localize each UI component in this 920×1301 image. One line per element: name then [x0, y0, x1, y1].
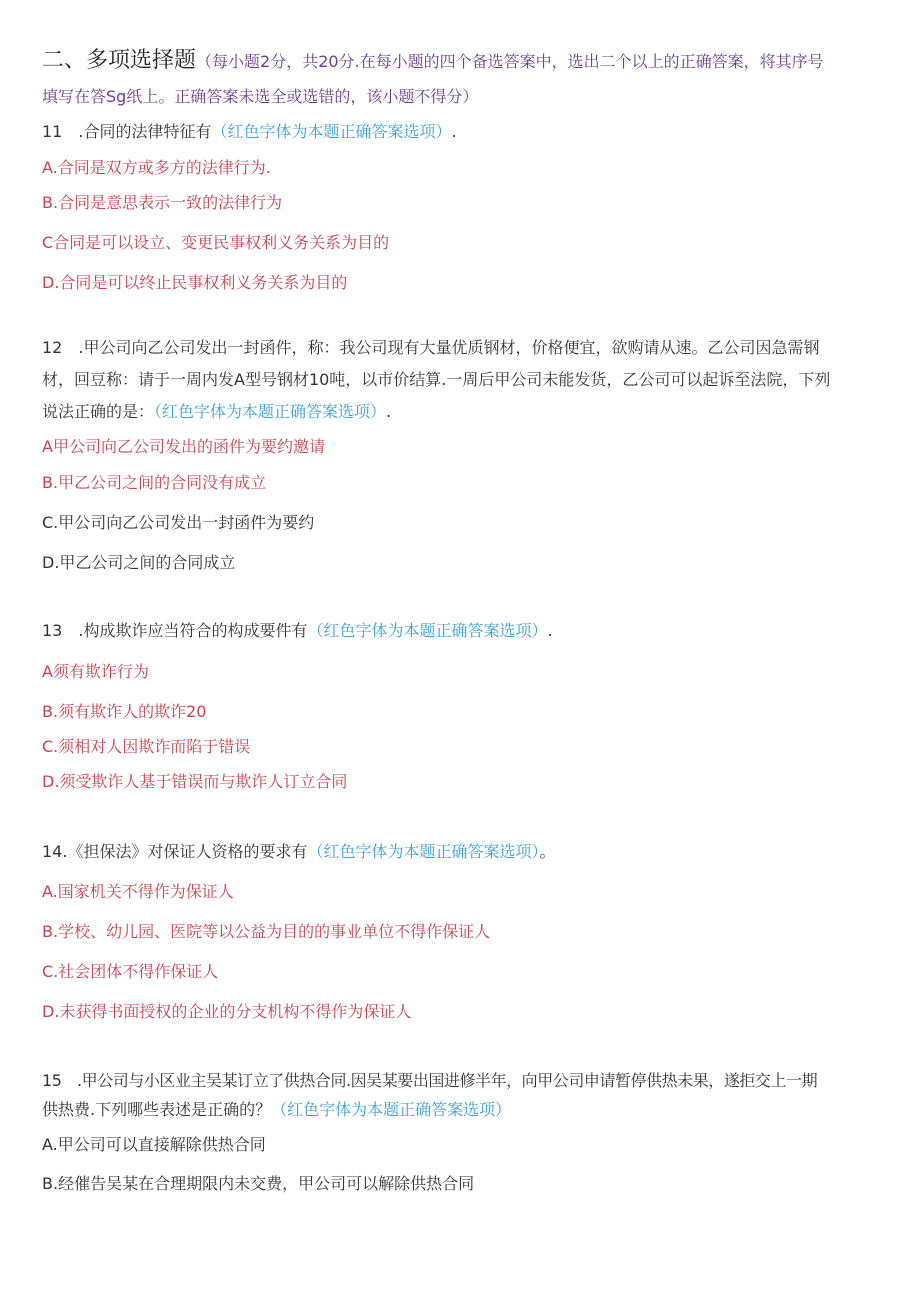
question-stem-text: 14.《担保法》对保证人资格的要求有 — [42, 842, 308, 861]
section-note-line2: 填写在答Sg纸上。正确答案未选全或选错的，该小题不得分） — [42, 87, 479, 106]
question-stem-text: 供热费.下列哪些表述是正确的？ — [42, 1100, 272, 1119]
question-stem-tail: . — [547, 621, 553, 640]
section-note-line1: （每小题2分，共20分.在每小题的四个备选答案中，选出二个以上的正确答案，将其序号 — [196, 52, 824, 71]
answer-hint: （红色字体为本题正确答案选项） — [154, 402, 387, 421]
answer-hint: （红色字体为本题正确答案选项） — [271, 1100, 512, 1119]
question-13-stem — [42, 620, 553, 642]
answer-hint: （红色字体为本题正确答案选项） — [307, 842, 540, 861]
question-12-stem-line1: 12 .甲公司向乙公司发出一封函件，称：我公司现有大量优质钢材，价格便宜，欲购请从速。乙公司因急需钢 — [42, 338, 820, 357]
question-14-stem — [42, 841, 555, 863]
question-13-option-d: D.须受欺诈人基于错误而与欺诈人订立合同 — [42, 772, 348, 791]
question-11-option-c: C合同是可以设立、变更民事权利义务关系为目的 — [42, 233, 390, 252]
question-stem-tail: . — [386, 402, 392, 421]
question-11-option-d: D.合同是可以终止民事权利义务关系为目的 — [42, 273, 348, 292]
question-stem-tail: 。 — [539, 842, 556, 861]
section-title: 二、多项选择题 — [42, 48, 197, 73]
question-12-option-c: C.甲公司向乙公司发出一封函件为要约 — [42, 513, 315, 532]
question-14-option-a: A.国家机关不得作为保证人 — [42, 882, 234, 901]
answer-hint: （红色字体为本题正确答案选项） — [307, 621, 548, 640]
question-13-option-b: B.须有欺诈人的欺诈20 — [42, 702, 207, 721]
question-stem-tail: . — [451, 122, 457, 141]
section-header — [42, 46, 824, 77]
question-14-option-b: B.学校、幼儿园、医院等以公益为目的的事业单位不得作保证人 — [42, 922, 491, 941]
question-12-stem-line2: 材，回豆称：请于一周内发A型号钢材10吨，以市价结算.一周后甲公司未能发货，乙公司可以起诉至法院，下列 — [42, 370, 831, 389]
question-12-option-b: B.甲乙公司之间的合同没有成立 — [42, 473, 267, 492]
question-13-option-a: A须有欺诈行为 — [42, 662, 149, 681]
question-stem-text: 11 .合同的法律特征有 — [42, 122, 212, 141]
question-15-option-b: B.经催告吴某在合理期限内未交费，甲公司可以解除供热合同 — [42, 1174, 475, 1193]
question-11-option-b: B.合同是意思表示一致的法律行为 — [42, 193, 283, 212]
question-11-stem — [42, 121, 457, 143]
question-15-option-a: A.甲公司可以直接解除供热合同 — [42, 1135, 266, 1154]
question-12-option-a: A甲公司向乙公司发出的函件为要约邀请 — [42, 437, 325, 456]
question-13-option-c: C.须相对人因欺诈而陷于错误 — [42, 737, 251, 756]
question-stem-text: 说法正确的是： — [42, 402, 155, 421]
question-stem-text: 13 .构成欺诈应当符合的构成要件有 — [42, 621, 308, 640]
question-14-option-d: D.未获得书面授权的企业的分支机构不得作为保证人 — [42, 1002, 412, 1021]
question-12-option-d: D.甲乙公司之间的合同成立 — [42, 553, 236, 572]
question-15-stem-line1: 15 .甲公司与小区业主吴某订立了供热合同.因吴某要出国进修半年，向甲公司申请暂停供热未果，遂拒交上一期 — [42, 1071, 818, 1090]
answer-hint: （红色字体为本题正确答案选项） — [211, 122, 452, 141]
question-15-stem-line2 — [42, 1099, 511, 1121]
question-12-stem-line3 — [42, 401, 391, 423]
question-14-option-c: C.社会团体不得作保证人 — [42, 962, 219, 981]
question-11-option-a: A.合同是双方或多方的法律行为. — [42, 158, 271, 177]
